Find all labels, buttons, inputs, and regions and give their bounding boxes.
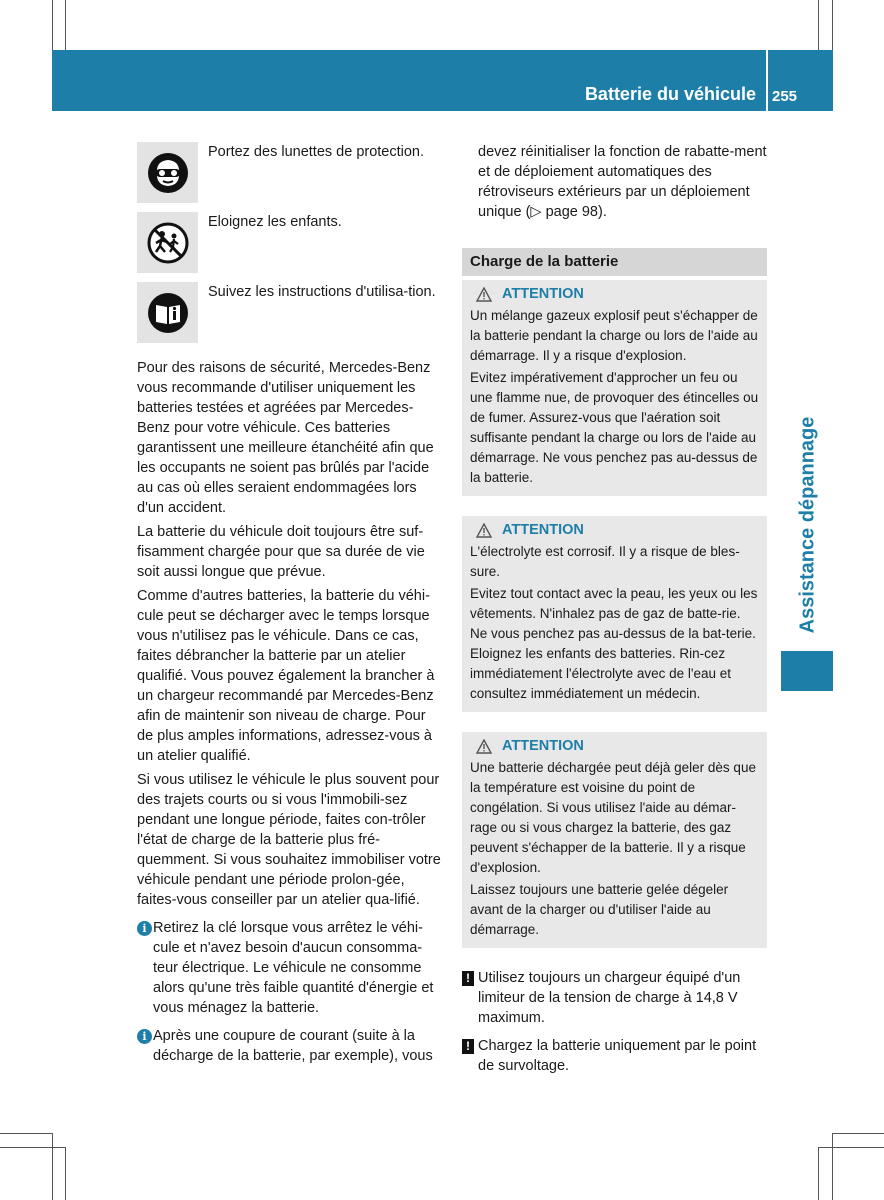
- crop-mark: [0, 1147, 66, 1148]
- crop-mark: [52, 0, 53, 50]
- exclamation-icon: !: [462, 971, 474, 986]
- paragraph: La batterie du véhicule doit toujours être suf-fisamment chargée pour que sa durée de vie soit aussi longue que prévue.: [137, 524, 425, 580]
- info-icon: i: [137, 1029, 152, 1044]
- symbol-row: [137, 282, 442, 356]
- info-icon: i: [137, 921, 152, 936]
- warning-box: [462, 280, 767, 496]
- warning-label: ATTENTION: [502, 522, 584, 538]
- paragraph: Pour des raisons de sécurité, Mercedes-Benz vous recommande d'utiliser uniquement les batteries testées et agréées par Mercedes-Benz pour votre véhicule. Ces batteries garantissent une meilleure étanchéité afin que les occupants ne soient pas brûlés par l'acide au cas où elles seraient endommagées lors d'un accident.: [137, 360, 434, 516]
- symbol-text: Portez des lunettes de protection.: [208, 144, 425, 160]
- crop-mark: [818, 1147, 819, 1200]
- paragraph: Si vous utilisez le véhicule le plus souvent pour des trajets courts ou si vous l'immobili-sez pendant une longue période, faites con-trôler l'état de charge de la batterie plus fré-quemment. Si vous souhaitez immobiliser votre véhicule pendant une période prolon-gée, faites-vous conseiller par un atelier qua-lifié.: [137, 772, 441, 908]
- warning-box: [462, 732, 767, 948]
- info-text: Après une coupure de courant (suite à la décharge de la batterie, par exemple), vous: [153, 1028, 433, 1064]
- info-text: Retirez la clé lorsque vous arrêtez le véhi-cule et n'avez besoin d'aucun consomma-teur électrique. Le véhicule ne consomme alors qu'une très faible quantité d'énergie et vous ménagez la batterie.: [153, 920, 434, 1016]
- warning-heading: [470, 284, 759, 304]
- caution-note: [462, 968, 767, 1028]
- warning-triangle-icon: [476, 739, 492, 754]
- crop-mark: [52, 1133, 53, 1200]
- warning-text: Une batterie déchargée peut déjà geler dès que la température est voisine du point de congélation. Si vous utilisez l'aide au démar-rage ou si vous chargez la batterie, des gaz peuvent s'échapper de la batterie. Il y a risque d'explosion.: [470, 760, 756, 875]
- symbol-row: [137, 212, 442, 282]
- warning-triangle-icon: [476, 523, 492, 538]
- note-text: Chargez la batterie uniquement par le point de survoltage.: [478, 1038, 757, 1074]
- warning-heading: [470, 520, 759, 540]
- keep-children-away-icon: [137, 212, 198, 273]
- safety-goggles-icon: [137, 142, 198, 203]
- page-title: Batterie du véhicule: [584, 84, 756, 104]
- warning-heading: [470, 736, 759, 756]
- warning-box: [462, 516, 767, 712]
- crop-mark: [65, 1147, 66, 1200]
- exclamation-icon: !: [462, 1039, 474, 1054]
- read-instructions-icon: [137, 282, 198, 343]
- body-text: [137, 358, 442, 910]
- info-item: [137, 918, 442, 1018]
- warning-label: ATTENTION: [502, 738, 584, 754]
- chapter-tab: [781, 651, 833, 691]
- warning-text: Evitez impérativement d'approcher un feu ou une flamme nue, de provoquer des étincelles ou de fumer. Assurez-vous que l'aération soit suffisante pendant la charge ou lors de l'aide au démarrage. Ne vous penchez pas au-dessus de la batterie.: [470, 370, 759, 485]
- crop-mark: [818, 1147, 884, 1148]
- note-text: Utilisez toujours un chargeur équipé d'un limiteur de la tension de charge à 14,8 V maximum.: [478, 970, 741, 1026]
- info-item: [137, 1026, 442, 1066]
- crop-mark: [832, 1133, 833, 1200]
- section-heading: Charge de la batterie: [462, 248, 767, 276]
- warning-triangle-icon: [476, 287, 492, 302]
- caution-note: [462, 1036, 767, 1076]
- page-number: 255: [772, 88, 798, 105]
- chapter-label: Assistance dépannage: [796, 416, 819, 634]
- header-divider: [766, 50, 768, 111]
- crop-mark: [818, 0, 819, 50]
- symbol-text: Eloignez les enfants.: [208, 214, 342, 230]
- crop-mark: [0, 1133, 52, 1134]
- crop-mark: [65, 0, 66, 50]
- warning-label: ATTENTION: [502, 286, 584, 302]
- warning-text: Un mélange gazeux explosif peut s'échapper de la batterie pendant la charge ou lors de l'aide au démarrage. Il y a risque d'explosion.: [470, 308, 758, 363]
- left-column: [137, 142, 442, 1070]
- continuation-text: devez réinitialiser la fonction de rabatte-ment et de déploiement automatiques des rétroviseurs extérieurs par un déploiement unique (▷ page 98).: [478, 144, 767, 220]
- warning-text: L'électrolyte est corrosif. Il y a risque de bles-sure.: [470, 544, 740, 579]
- symbol-row: [137, 142, 442, 212]
- warning-text: Laissez toujours une batterie gelée dégeler avant de la charger ou d'utiliser l'aide au démarrage.: [470, 882, 729, 937]
- right-column: [462, 142, 767, 1084]
- crop-mark: [832, 0, 833, 50]
- symbol-text: Suivez les instructions d'utilisa-tion.: [208, 284, 436, 300]
- crop-mark: [832, 1133, 884, 1134]
- paragraph: Comme d'autres batteries, la batterie du véhi-cule peut se décharger avec le temps lorsque vous n'utilisez pas le véhicule. Dans ce cas, faites débrancher la batterie par un atelier qualifié. Vous pouvez également la brancher à un chargeur recommandé par Mercedes-Benz afin de maintenir son niveau de charge. Pour de plus amples informations, adressez-vous à un atelier qualifié.: [137, 588, 435, 764]
- warning-text: Evitez tout contact avec la peau, les yeux ou les vêtements. N'inhalez pas de gaz de batte-rie. Ne vous penchez pas au-dessus de la bat-terie. Eloignez les enfants des batteries. Rin-cez immédiatement l'électrolyte avec de l'eau et consultez immédiatement un médecin.: [470, 586, 758, 701]
